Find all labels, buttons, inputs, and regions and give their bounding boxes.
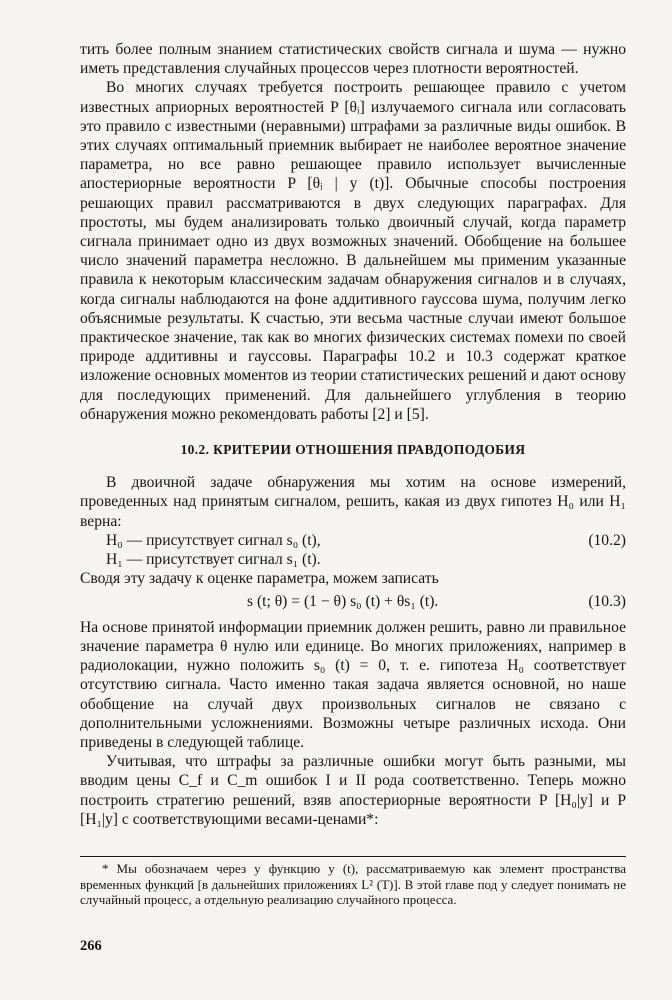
hypothesis-h1-text: H₁ — присутствует сигнал s₁ (t). — [106, 551, 321, 569]
footnote — [80, 856, 626, 908]
equation-number-10-2: (10.2) — [588, 531, 626, 549]
equation-10-3-expression: s (t; θ) = (1 − θ) s₀ (t) + θs₁ (t). — [246, 593, 439, 611]
paragraph-costs: Учитывая, что штрафы за различные ошибки могут быть разными, мы вводим цены C_f и C_m ошибок I и II рода соответственно. Теперь можно построить стратегию решений, взяв апостериорные вероятности P [H₀|y] и P [H₁|y] с соответствующими весами-ценами*: — [80, 753, 626, 828]
hypothesis-h1 — [80, 550, 626, 569]
section-heading: 10.2. КРИТЕРИИ ОТНОШЕНИЯ ПРАВДОПОДОБИЯ — [180, 442, 526, 458]
page-number: 266 — [80, 938, 102, 954]
paragraph-intro: Во многих случаях требуется построить решающее правило с учетом известных априорных вероятностей P [θᵢ] излучаемого сигнала или согласовать это правило с известными (неравными) штрафами за различные виды ошибок. В этих случаях оптимальный приемник выбирает не наиболее вероятное значение параметра, но все равно решающее правило использует вычисленные апостериорные вероятности P [θᵢ | y (t)]. Обычные способы построения решающих правил рассматриваются в двух следующих параграфах. Для простоты, мы будем анализировать только двоичный случай, когда параметр сигнала принимает одно из двух возможных значений. Обобщение на большее число значений параметра несложно. В дальнейшем мы применим указанные правила к некоторым классическим задачам обнаружения сигналов и в случаях, когда сигналы наблюдаются на фоне аддитивного гауссова шума, получим легко объяснимые результаты. К счастью, эти весьма частные случаи имеют большое практическое значение, так как во многих физических системах помехи по своей природе аддитивны и гауссовы. Параграфы 10.2 и 10.3 содержат краткое изложение основных моментов из теории статистических решений и дают основу для последующих применений. Для дальнейшего углубления в теорию обнаружения можно рекомендовать работы [2] и [5]. — [80, 79, 626, 423]
equation-10-3 — [80, 592, 626, 611]
hypothesis-h0 — [80, 531, 626, 550]
paragraph-binary-problem: В двоичной задаче обнаружения мы хотим на основе измерений, проведенных над принятым сигналом, решить, какая из двух гипотез H₀ или H₁ верна: — [80, 474, 626, 530]
paragraph-continuation: тить более полным знанием статистических свойств сигнала и шума — нужно иметь представления случайных процессов через плотности вероятностей. — [80, 41, 626, 78]
hypothesis-h0-text: H₀ — присутствует сигнал s₀ (t), — [106, 531, 321, 549]
main-text — [80, 40, 626, 829]
paragraph-parameter: Сводя эту задачу к оценке параметра, можем записать — [80, 570, 439, 588]
equation-number-10-3: (10.3) — [588, 593, 626, 611]
paragraph-decision: На основе принятой информации приемник должен решить, равно ли правильное значение параметра θ нулю или единице. Во многих приложениях, например в радиолокации, нужно положить s₀ (t) = 0, т. е. гипотеза H₀ соответствует отсутствию сигнала. Часто именно такая задача является основной, но наше обобщение на случай двух произвольных сигналов не связано с дополнительными усложнениями. Возможны четыре различных исхода. Они приведены в следующей таблице. — [80, 618, 626, 751]
footnote-text: * Мы обозначаем через y функцию y (t), рассматриваемую как элемент пространства временных функций [в дальнейших приложениях L² (T)]. В этой главе под y следует понимать не случайный процесс, а отдельную реализацию случайного процесса. — [80, 861, 626, 907]
